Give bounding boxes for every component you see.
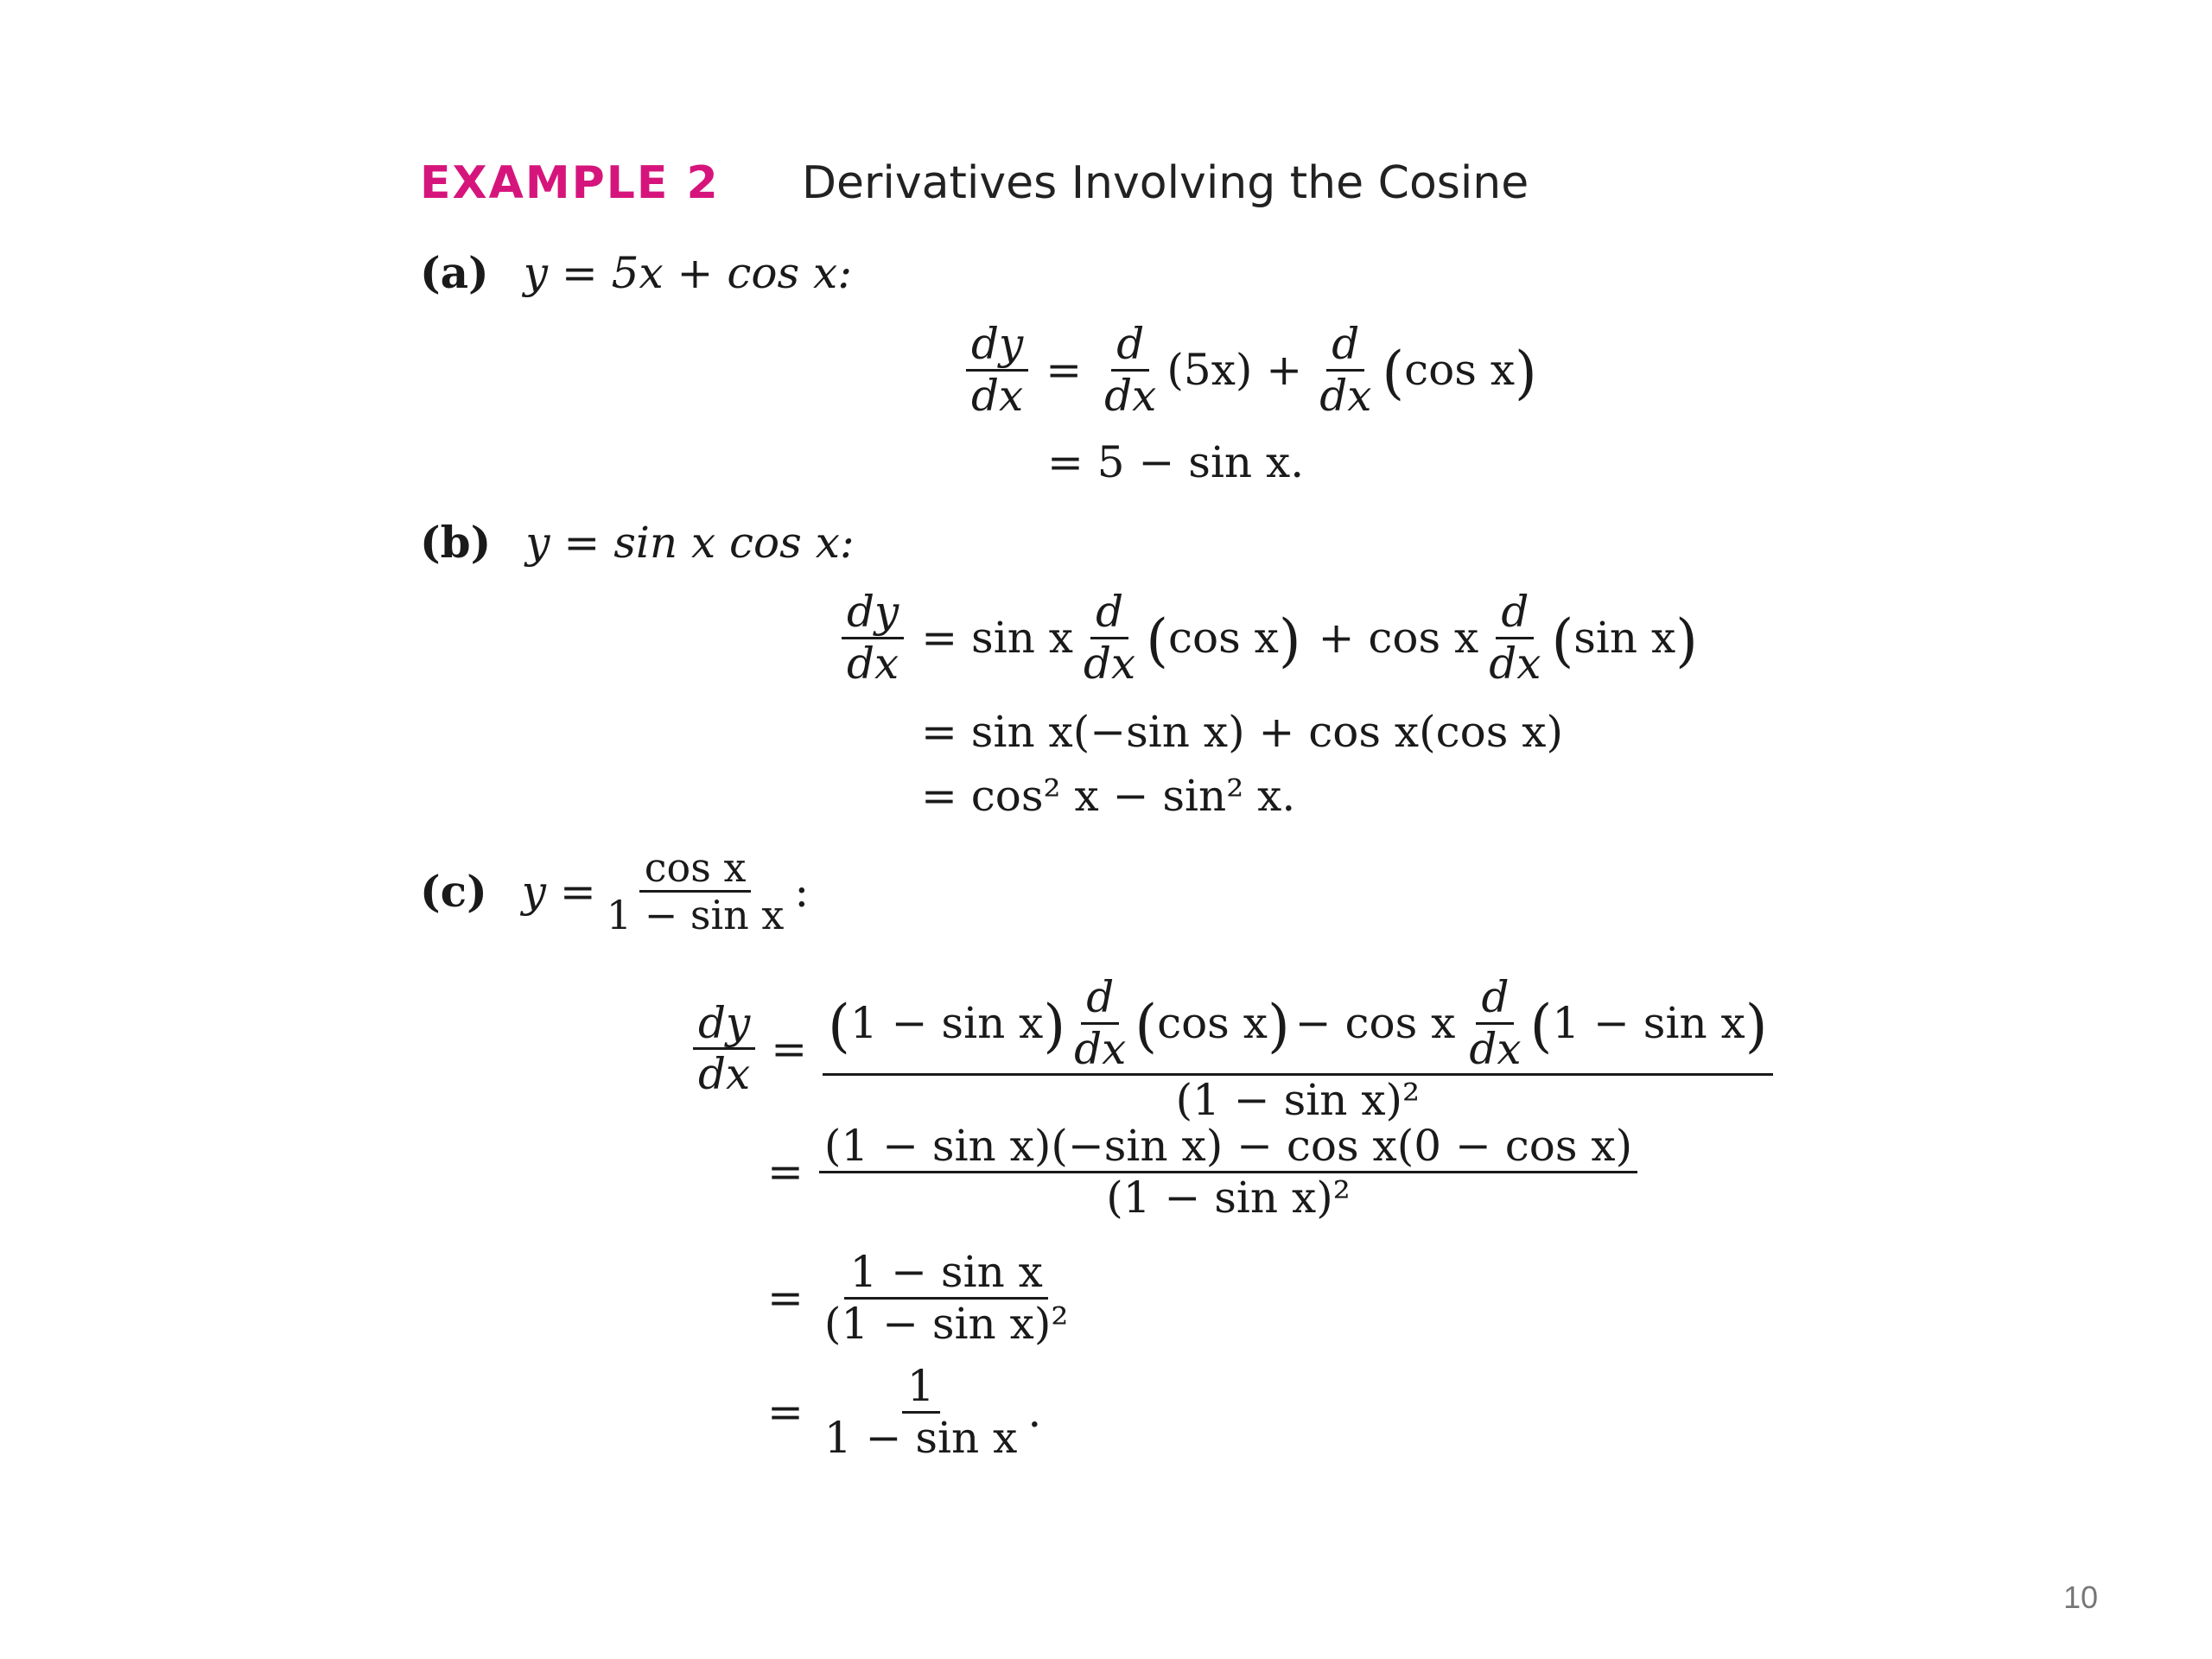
dy-dx-fraction: $\frac{dy}{dx}$ [842,589,904,686]
part-b-term-a: = sin x [921,613,1073,663]
dy-dx-fraction: $\frac{dy}{dx}$ [966,321,1028,418]
part-b-tag: (b) [420,517,492,568]
part-a-statement [420,247,852,298]
part-a-function: y = 5x + cos x: [523,247,853,298]
part-c-y: y = [521,866,596,917]
part-c-step2-fraction: $\frac{\text{(1 − sin x)(−sin x) − cos x(0 − cos x)}}{\text{(1 − sin x)²}}$ [819,1123,1637,1220]
part-b-term-c: + cos x [1318,613,1479,663]
page-number: 10 [2063,1580,2099,1615]
part-c-colon: : [794,866,810,917]
d-dx-operator: $\frac{d}{dx}$ [1104,319,1157,421]
part-a-step2: = 5 − sin x. [1047,437,1305,487]
part-a-step1: $\frac{dy}{dx}$ = $\frac{d}{dx}$ (5x) + $\frac{d}{dx}$ ( cos x ) [961,321,1537,418]
part-b-step3: = cos² x − sin² x. [921,771,1296,821]
part-b-term-d: sin x [1573,613,1676,663]
d-dx-operator: $\frac{d}{dx}$ [1319,319,1372,421]
part-c-step4: = $\frac{1}{\text{1 − sin x}}$ . [767,1361,1042,1463]
part-c-function-fraction: $\frac{\text{cos x}}{\text{1 − sin x}}$ [606,844,785,939]
example-label: EXAMPLE 2 [420,157,720,209]
part-b-step1: $\frac{dy}{dx}$ = sin x $\frac{d}{dx}$ ( cos x ) + cos x $\frac{d}{dx}$ ( sin x ) [836,589,1698,686]
part-c-tag: (c) [420,866,487,918]
part-b-function: y = sin x cos x: [525,517,855,568]
d-dx-operator: $\frac{d}{dx}$ [1084,587,1136,689]
part-c-step2: = $\frac{\text{(1 − sin x)(−sin x) − cos x(0 − cos x)}}{\text{(1 − sin x)²}}$ [767,1123,1643,1220]
part-a-tag: (a) [420,247,489,298]
part-a-term2: cos x [1404,345,1516,395]
part-b-term-b: cos x [1167,613,1279,663]
d-dx-operator: $\frac{d}{dx}$ [1489,587,1541,689]
part-c-statement [420,844,810,939]
part-c-step1: $\frac{dy}{dx}$ = ( 1 − sin x ) $\frac{d}{dx}$ ( cos x ) − cos x $\frac{d}{dx}$ ( 1 − sin x ) (1 − sin x)² [688,975,1778,1123]
part-c-step1-fraction: ( 1 − sin x ) $\frac{d}{dx}$ ( cos x ) − cos x $\frac{d}{dx}$ ( 1 − sin x ) (1 − sin x)² [823,975,1772,1123]
dy-dx-fraction: $\frac{dy}{dx}$ [693,1001,755,1097]
part-c-step3: = $\frac{\text{1 − sin x}}{\text{(1 − sin x)²}}$ [767,1249,1078,1346]
part-b-statement [420,517,855,568]
example-title: Derivatives Involving the Cosine [802,157,1529,209]
part-c-step3-fraction: $\frac{\text{1 − sin x}}{\text{(1 − sin x)²}}$ [823,1247,1069,1349]
part-b-step2: = sin x(−sin x) + cos x(cos x) [921,707,1563,757]
part-c-step4-fraction: $\frac{1}{\text{1 − sin x}}$ [823,1361,1018,1463]
part-a-term1: (5x) + [1166,345,1303,395]
